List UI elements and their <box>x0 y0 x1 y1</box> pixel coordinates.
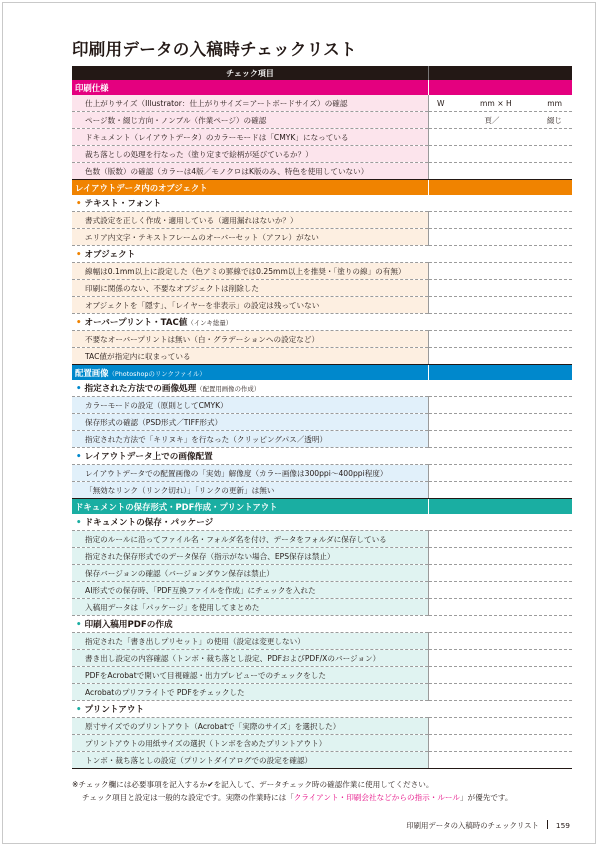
check-item-text: 印刷に関係のない、不要なオブジェクトは削除した <box>72 280 429 297</box>
section-title <box>72 365 429 381</box>
footer-separator <box>547 820 548 829</box>
subsection-text: 指定された方法での画像処理 <box>84 384 197 394</box>
bullet-dot-icon: • <box>76 518 82 528</box>
checklist-row <box>72 297 572 314</box>
checklist-row <box>72 599 572 616</box>
section-check-cell <box>429 80 573 95</box>
checklist-row <box>72 735 572 752</box>
subsection-text: プリントアウト <box>84 705 145 715</box>
subsection-title <box>72 701 429 718</box>
note-line-2-pre: チェック項目と設定は一般的な設定です。実際の作業時には「 <box>82 793 294 802</box>
checklist-row <box>72 263 572 280</box>
subsection-title <box>72 514 429 531</box>
check-cell[interactable] <box>429 565 573 582</box>
check-cell[interactable] <box>429 280 573 297</box>
note-line-2-emphasis: クライアント・印刷会社などからの指示・ルール <box>293 793 460 802</box>
notes <box>72 778 513 804</box>
checklist-row <box>72 548 572 565</box>
section-title-text: ドキュメントの保存形式・PDF作成・プリントアウト <box>75 501 278 512</box>
checklist-row <box>72 229 572 246</box>
bullet-dot-icon: • <box>76 199 82 209</box>
checklist-row <box>72 414 572 431</box>
subsection-text: テキスト・フォント <box>84 199 162 209</box>
checklist-row <box>72 565 572 582</box>
check-cell[interactable] <box>429 146 573 163</box>
subsection-check-cell <box>429 380 573 397</box>
subsection-check-cell <box>429 514 573 531</box>
checklist-row <box>72 650 572 667</box>
check-cell[interactable] <box>429 112 573 129</box>
check-cell[interactable] <box>429 414 573 431</box>
section-title-text: レイアウトデータ内のオブジェクト <box>75 182 208 193</box>
check-cell[interactable] <box>429 599 573 616</box>
subsection-note: （インキ総量） <box>187 319 233 327</box>
checklist-row <box>72 331 572 348</box>
footer-title: 印刷用データの入稿時のチェックリスト <box>406 821 539 830</box>
subsection-check-cell <box>429 246 573 263</box>
section-check-cell <box>429 499 573 515</box>
check-cell[interactable] <box>429 297 573 314</box>
subsection-title <box>72 380 429 397</box>
section-title <box>72 80 429 95</box>
section-check-cell <box>429 365 573 381</box>
check-item-text: トンボ・裁ち落としの設定（プリントダイアログでの設定を確認） <box>72 752 429 769</box>
subsection-header <box>72 514 572 531</box>
subsection-header <box>72 195 572 212</box>
check-cell[interactable] <box>429 331 573 348</box>
answer-label: 綴じ <box>546 115 562 125</box>
check-item-text: 保存形式の確認（PSD形式／TIFF形式） <box>72 414 429 431</box>
section-title-text: 印刷仕様 <box>75 82 109 93</box>
check-item-text: 不要なオーバープリントは無い（白・グラデーションへの設定など） <box>72 331 429 348</box>
subsection-title <box>72 448 429 465</box>
checklist-row <box>72 633 572 650</box>
checklist-body <box>72 66 572 769</box>
check-cell[interactable] <box>429 650 573 667</box>
checklist-row <box>72 129 572 146</box>
section-check-cell <box>429 180 573 196</box>
subsection-header <box>72 246 572 263</box>
check-cell[interactable] <box>429 348 573 365</box>
check-cell[interactable] <box>429 633 573 650</box>
check-cell[interactable] <box>429 718 573 735</box>
header-check-item: チェック項目 <box>72 66 429 80</box>
section-title <box>72 499 429 515</box>
check-cell[interactable] <box>429 531 573 548</box>
check-cell[interactable] <box>429 667 573 684</box>
subsection-title <box>72 314 429 331</box>
check-item-text: ドキュメント（レイアウトデータ）のカラーモードは「CMYK」になっている <box>72 129 429 146</box>
subsection-check-cell <box>429 701 573 718</box>
section-title-note: （Photoshopのリンクファイル） <box>108 369 206 378</box>
checklist-row <box>72 348 572 365</box>
subsection-check-cell <box>429 616 573 633</box>
check-cell[interactable] <box>429 229 573 246</box>
page-footer <box>406 820 570 831</box>
check-cell[interactable] <box>429 397 573 414</box>
checklist-row <box>72 531 572 548</box>
check-item-text: 裁ち落としの処理を行なった（塗り定まで絵柄が延びているか？） <box>72 146 429 163</box>
checklist-row <box>72 582 572 599</box>
check-item-text: カラーモードの設定（原則としてCMYK） <box>72 397 429 414</box>
answer-fields <box>429 99 572 108</box>
checklist-row <box>72 163 572 180</box>
subsection-check-cell <box>429 195 573 212</box>
bullet-dot-icon: • <box>76 620 82 630</box>
bullet-dot-icon: • <box>76 250 82 260</box>
check-item-text: Acrobatのプリフライトで PDFをチェックした <box>72 684 429 701</box>
page-title: 印刷用データの入稿時チェックリスト <box>72 40 357 59</box>
subsection-text: レイアウトデータ上での画像配置 <box>84 452 213 462</box>
subsection-header <box>72 380 572 397</box>
check-item-text: 書式設定を正しく作成・適用している（適用漏れはないか？） <box>72 212 429 229</box>
check-cell[interactable] <box>429 752 573 769</box>
check-item-text: ページ数・綴じ方向・ノンブル（作業ページ）の確認 <box>72 112 429 129</box>
check-item-text: 色数（版数）の確認（カラーは4版／モノクロはK版のみ、特色を使用していない） <box>72 163 429 180</box>
check-item-text: 入稿用データは「パッケージ」を使用してまとめた <box>72 599 429 616</box>
section-header <box>72 365 572 381</box>
checklist-row <box>72 684 572 701</box>
answer-label: W <box>437 98 445 108</box>
check-cell[interactable] <box>429 482 573 499</box>
checklist-row <box>72 112 572 129</box>
answer-label: 頁／ <box>484 115 500 125</box>
bullet-dot-icon: • <box>76 452 82 462</box>
check-item-text: 仕上がりサイズ（Illustrator：仕上がりサイズ＝アートボードサイズ）の確認 <box>72 95 429 112</box>
checklist-row <box>72 667 572 684</box>
checklist-row <box>72 431 572 448</box>
subsection-title <box>72 195 429 212</box>
note-line-1: ※チェック欄には必要事項を記入するか✔を記入して、データチェック時の確認作業に使用してください。 <box>72 780 434 789</box>
page-number: 159 <box>555 821 570 830</box>
answer-label: mm × H <box>480 98 512 108</box>
subsection-header <box>72 616 572 633</box>
check-item-text: 保存バージョンの確認（バージョンダウン保存は禁止） <box>72 565 429 582</box>
checklist-row <box>72 718 572 735</box>
check-cell[interactable] <box>429 163 573 180</box>
table-header <box>72 66 572 80</box>
check-cell[interactable] <box>429 582 573 599</box>
check-item-text: 書き出し設定の内容確認（トンボ・裁ち落とし設定、PDFおよびPDF/Xのバージョン） <box>72 650 429 667</box>
subsection-text: 印刷入稿用PDFの作成 <box>84 620 173 630</box>
answer-fields <box>429 115 572 126</box>
bullet-dot-icon: • <box>76 705 82 715</box>
subsection-text: オブジェクト <box>84 250 136 260</box>
check-item-text: AI形式での保存時、「PDF互換ファイルを作成」にチェックを入れた <box>72 582 429 599</box>
check-item-text: プリントアウトの用紙サイズの選択（トンボを含めたプリントアウト） <box>72 735 429 752</box>
check-cell[interactable] <box>429 95 573 112</box>
subsection-header <box>72 314 572 331</box>
check-cell[interactable] <box>429 431 573 448</box>
subsection-text: オーバープリント・TAC値 <box>84 318 188 328</box>
subsection-text: ドキュメントの保存・パッケージ <box>84 518 214 528</box>
section-title-text: 配置画像 <box>75 367 109 378</box>
check-cell[interactable] <box>429 129 573 146</box>
checklist-row <box>72 397 572 414</box>
checklist-row <box>72 146 572 163</box>
checklist-row <box>72 752 572 769</box>
section-title <box>72 180 429 196</box>
check-item-text: 原寸サイズでのプリントアウト（Acrobatで「実際のサイズ」を選択した） <box>72 718 429 735</box>
bullet-dot-icon: • <box>76 384 82 394</box>
checklist-row <box>72 482 572 499</box>
checklist-row <box>72 212 572 229</box>
note-line-2 <box>72 791 513 804</box>
header-check-column <box>429 66 573 80</box>
check-item-text: PDFをAcrobatで開いて目視確認・出力プレビューでのチェックをした <box>72 667 429 684</box>
section-header <box>72 180 572 196</box>
check-item-text: 指定された保存形式でのデータ保存（指示がない場合、EPS保存は禁止） <box>72 548 429 565</box>
check-item-text: 指定された「書き出しプリセット」の使用（設定は変更しない） <box>72 633 429 650</box>
check-cell[interactable] <box>429 684 573 701</box>
check-item-text: レイアウトデータでの配置画像の「実効」解像度（カラー画像は300ppi～400ppi程度） <box>72 465 429 482</box>
subsection-check-cell <box>429 314 573 331</box>
checklist-table <box>72 66 572 769</box>
checklist-row <box>72 280 572 297</box>
answer-label: mm <box>547 98 562 108</box>
check-item-text: オブジェクトを「隠す」、「レイヤーを非表示」の設定は残っていない <box>72 297 429 314</box>
check-cell[interactable] <box>429 263 573 280</box>
check-cell[interactable] <box>429 465 573 482</box>
check-item-text: エリア内文字・テキストフレームのオーバーセット（アフレ）がない <box>72 229 429 246</box>
check-item-text: 線幅は0.1mm以上に設定した（色アミの罫線では0.25mm以上を推奨・「塗りの線」の有無） <box>72 263 429 280</box>
check-cell[interactable] <box>429 548 573 565</box>
subsection-title <box>72 616 429 633</box>
subsection-header <box>72 448 572 465</box>
section-header <box>72 499 572 515</box>
check-item-text: 指定された方法で「キリヌキ」を行なった（クリッピングパス／透明） <box>72 431 429 448</box>
subsection-check-cell <box>429 448 573 465</box>
checklist-row <box>72 95 572 112</box>
subsection-note: （配置用画像の作成） <box>196 385 261 393</box>
bullet-dot-icon: • <box>76 318 82 328</box>
check-item-text: TAC値が指定内に収まっている <box>72 348 429 365</box>
section-header <box>72 80 572 95</box>
check-cell[interactable] <box>429 735 573 752</box>
subsection-header <box>72 701 572 718</box>
checklist-row <box>72 465 572 482</box>
subsection-title <box>72 246 429 263</box>
check-item-text: 指定のルールに沿ってファイル名・フォルダ名を付け、データをフォルダに保存している <box>72 531 429 548</box>
check-cell[interactable] <box>429 212 573 229</box>
check-item-text: 「無効なリンク（リンク切れ）」「リンクの更新」は無い <box>72 482 429 499</box>
note-line-2-post: 」が優先です。 <box>459 793 513 802</box>
